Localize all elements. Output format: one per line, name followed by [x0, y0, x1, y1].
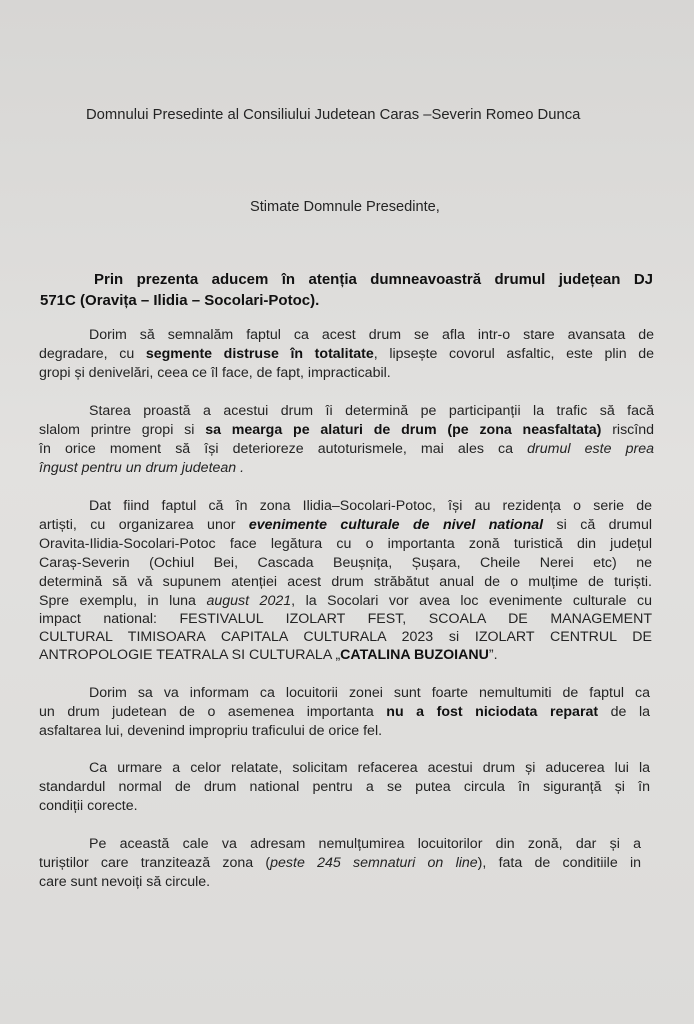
p7-line-2: turiștilor care tranzitează zona (peste 245 semnaturi on line), fata de conditiile in: [39, 855, 641, 871]
p5-line-2: un drum judetean de o asemenea importanta nu a fost niciodata reparat de la: [39, 704, 650, 720]
p6-line-2: standardul normal de drum national pentru a se putea circula în siguranță și în: [39, 779, 650, 795]
p4-line-5: determină să vă supunem atenției acest drum străbătut anual de o mulțime de turiști.: [39, 574, 652, 590]
p4-line-1: Dat fiind faptul că în zona Ilidia–Socolari-Potoc, își au rezidența o serie de: [89, 498, 652, 514]
p6-line-3: condiții corecte.: [39, 798, 138, 814]
p3-line-2: slalom printre gropi si sa mearga pe alaturi de drum (pe zona neasfaltata) riscînd: [39, 422, 654, 438]
p4-line-3: Oravita-Ilidia-Socolari-Potoc face legătura cu o importanta zonă turistică din județul: [39, 536, 652, 552]
salutation: Stimate Domnule Presedinte,: [250, 199, 440, 215]
p4-line-9: ANTROPOLOGIE TEATRALA SI CULTURALA „CATALINA BUZOIANU”.: [39, 647, 498, 663]
p4-line-4: Caraș-Severin (Ochiul Bei, Cascada Beușnița, Șușara, Cheile Nerei etc) ne: [39, 555, 652, 571]
p3-line-1: Starea proastă a acestui drum îi determină pe participanții la trafic să facă: [89, 403, 654, 419]
p3-line-3: în orice moment să își deterioreze autoturismele, mai ales ca drumul este prea: [39, 441, 654, 457]
p7-line-1: Pe această cale va adresam nemulțumirea locuitorilor din zonă, dar și a: [89, 836, 641, 852]
p2-line-2: degradare, cu segmente distruse în totalitate, lipsește covorul asfaltic, este plin de: [39, 346, 654, 362]
p3-line-4: îngust pentru un drum judetean .: [39, 460, 245, 476]
addressee: Domnului Presedinte al Consiliului Judetean Caras –Severin Romeo Dunca: [86, 107, 581, 123]
p2-line-1: Dorim să semnalăm faptul ca acest drum se afla intr-o stare avansata de: [89, 327, 654, 343]
p4-line-6: Spre exemplu, in luna august 2021, la Socolari vor avea loc evenimente culturale cu: [39, 593, 653, 609]
p4-line-2: artiști, cu organizarea unor evenimente culturale de nivel national si că drumul: [39, 517, 653, 533]
p7-line-3: care sunt nevoiți să circule.: [39, 874, 211, 890]
p5-line-3: asfaltarea lui, devenind impropriu traficului de orice fel.: [39, 723, 383, 739]
p4-line-8: CULTURAL TIMISOARA CAPITALA CULTURALA 2023 si IZOLART CENTRUL DE: [39, 629, 652, 645]
p6-line-1: Ca urmare a celor relatate, solicitam refacerea acestui drum și aducerea lui la: [89, 760, 650, 776]
p2-line-3: gropi și denivelări, ceea ce îl face, de fapt, impracticabil.: [39, 365, 391, 381]
p1-line-1: Prin prezenta aducem în atenția dumneavoastră drumul județean DJ: [94, 271, 653, 288]
p5-line-1: Dorim sa va informam ca locuitorii zonei sunt foarte nemultumiti de faptul ca: [89, 685, 650, 701]
p1-line-2: 571C (Oravița – Ilidia – Socolari-Potoc).: [40, 292, 320, 309]
p4-line-7: impact national: FESTIVALUL IZOLART FEST, SCOALA DE MANAGEMENT: [39, 611, 652, 627]
